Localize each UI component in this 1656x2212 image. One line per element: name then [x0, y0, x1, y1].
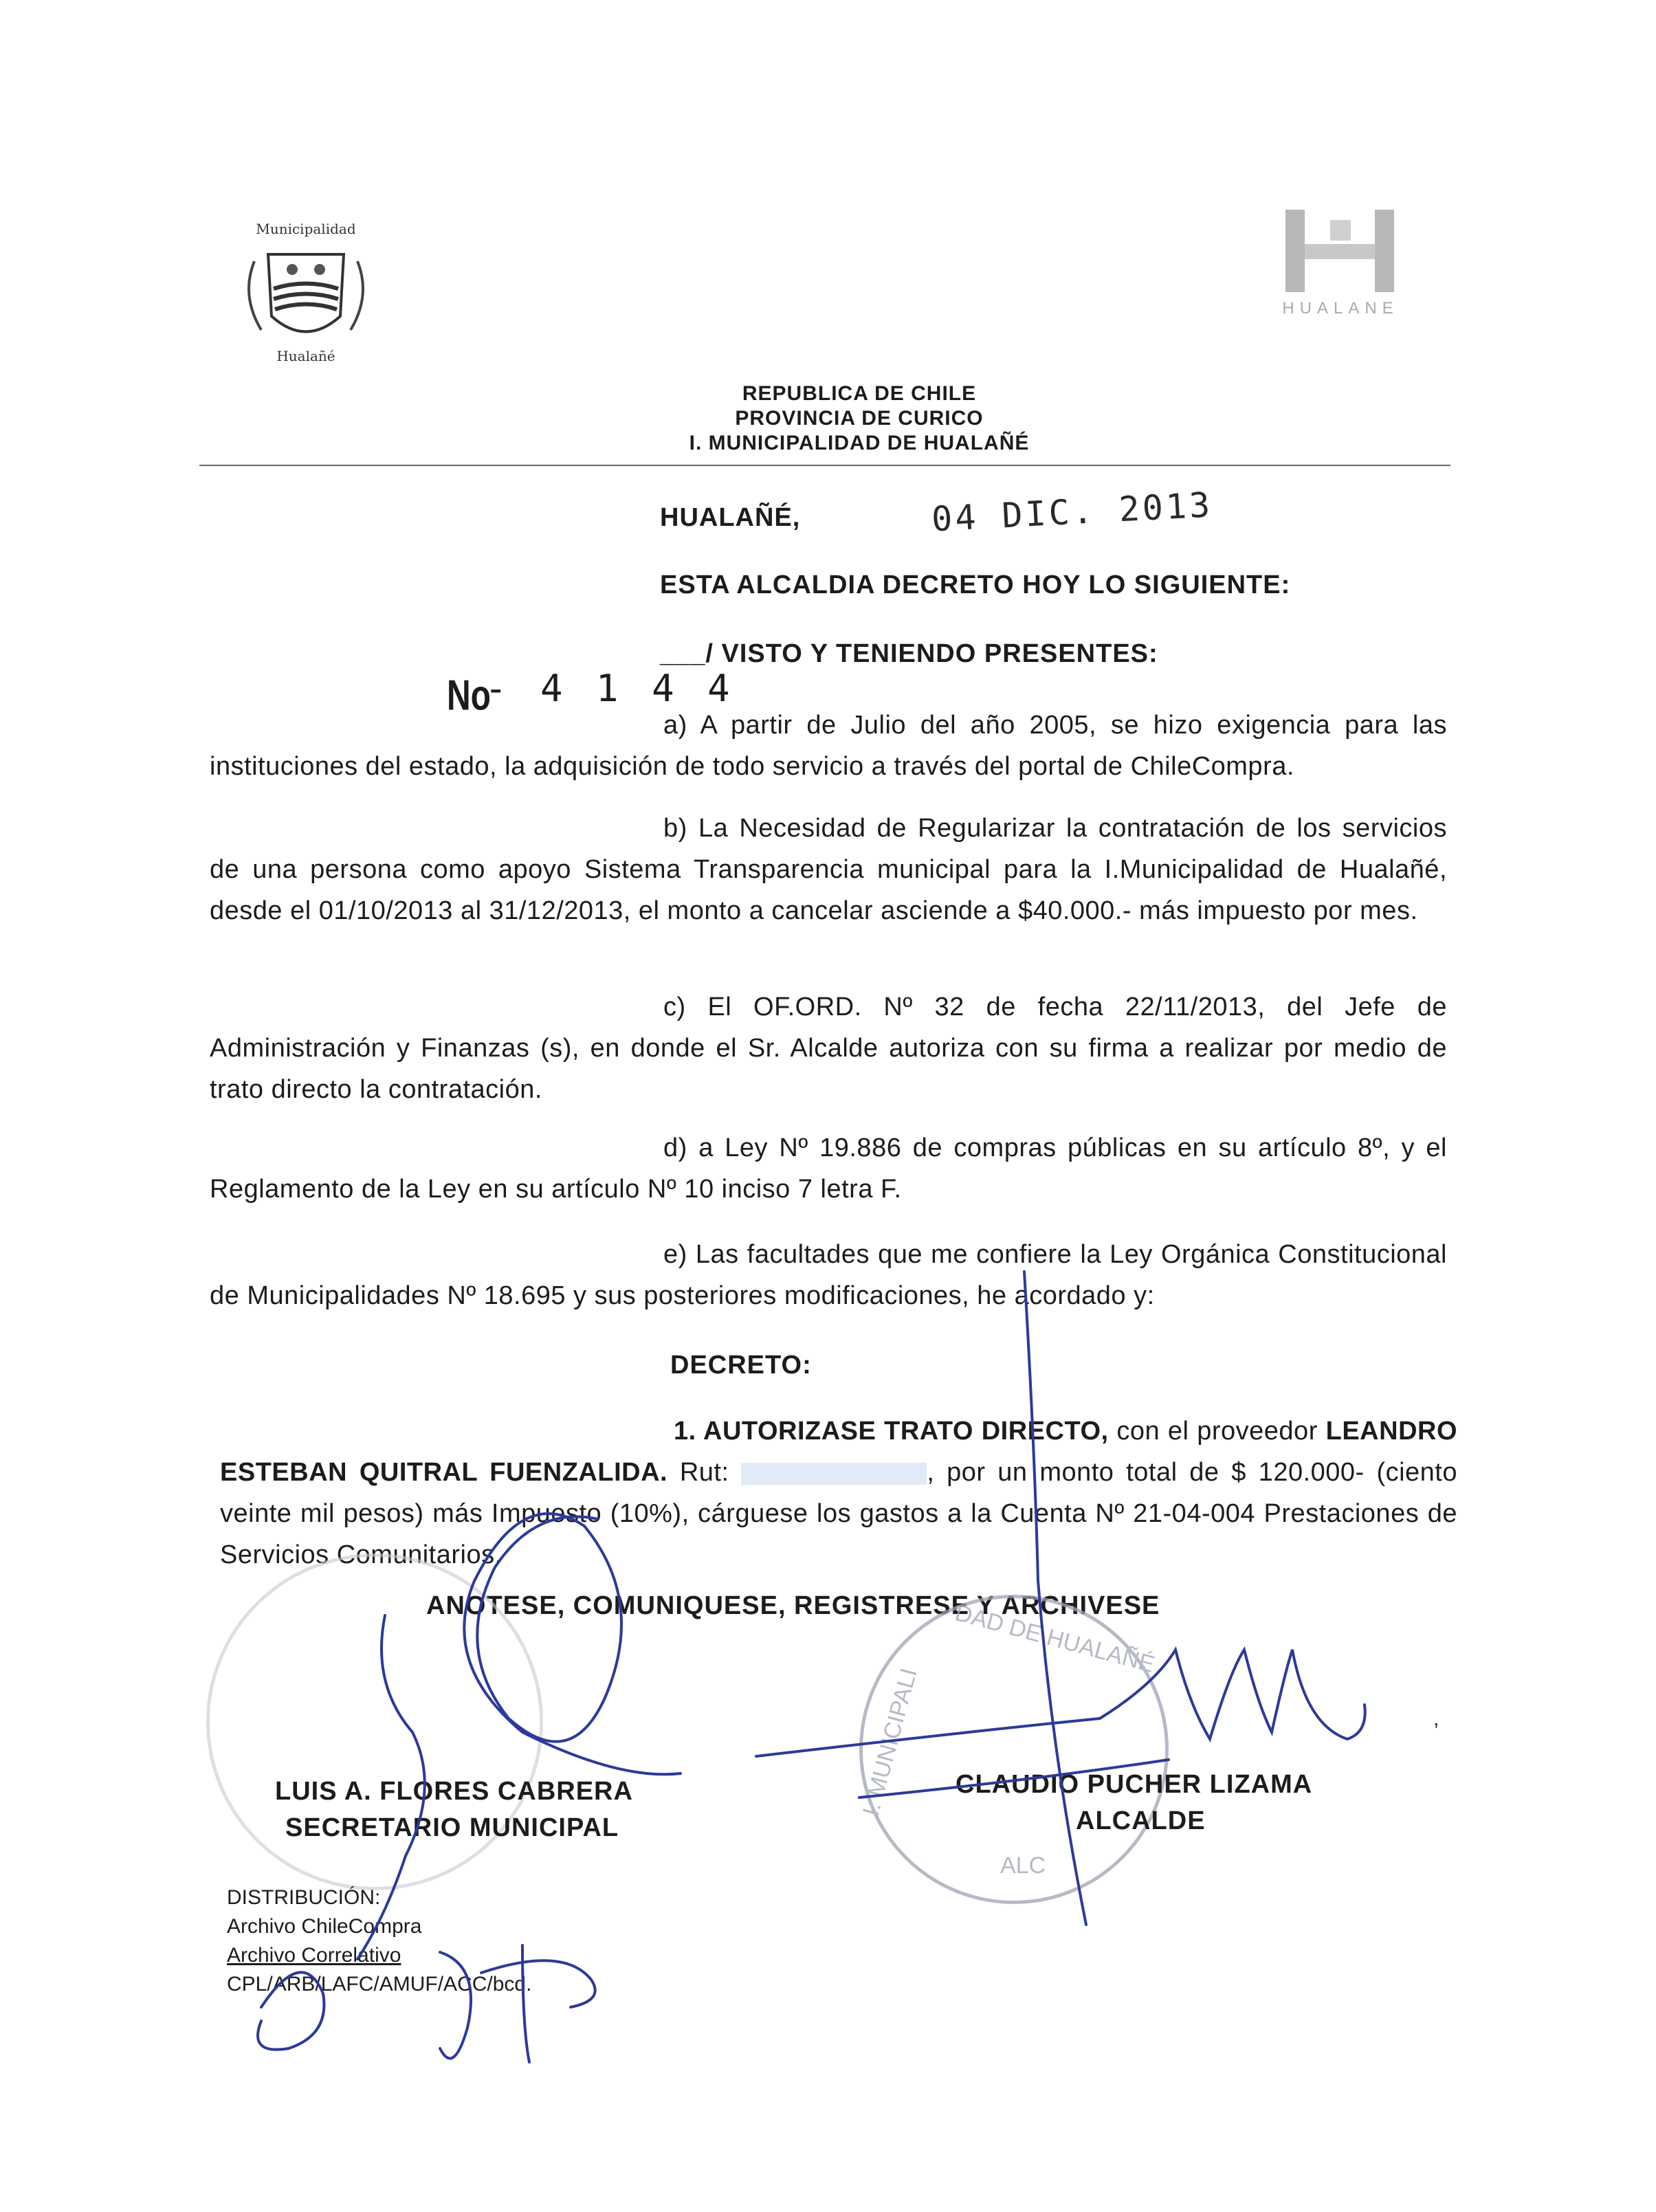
paragraph-e-text: e) Las facultades que me confiere la Ley Orgánica Constitucional de Municipalidades Nº 18.695 y sus posteriores modificaciones, he acordado y:: [210, 1240, 1447, 1310]
item1-bold-b: LEANDRO ESTEBAN QUITRAL FUENZALIDA.: [220, 1417, 1458, 1487]
distribution-title: DISTRIBUCIÓN:: [227, 1886, 381, 1909]
stamp-right-bottom-text: ALC: [1000, 1852, 1046, 1879]
decreto-title: DECRETO:: [670, 1351, 812, 1380]
paragraph-a-text: a) A partir de Julio del año 2005, se hizo exigencia para las instituciones del estado, la adquisición de todo servicio a través del portal de ChileCompra.: [210, 711, 1447, 781]
initials-scribble: [258, 1945, 595, 2062]
closing-line: ANOTESE, COMUNIQUESE, REGISTRESE Y ARCHIVESE: [426, 1591, 1160, 1620]
header-country: REPUBLICA DE CHILE: [742, 382, 977, 405]
svg-text:,: ,: [1433, 1707, 1439, 1730]
paragraph-d-text: d) a Ley Nº 19.886 de compras públicas en su artículo 8º, y el Reglamento de la Ley en su artículo Nº 10 inciso 7 letra F.: [210, 1133, 1447, 1204]
decree-number-label: No: [447, 672, 491, 720]
paragraph-b-text: b) La Necesidad de Regularizar la contratación de los servicios de una persona como apoyo Sistema Transparencia municipal para la I.Municipalidad de Hualañé, desde el 01/10/2013 al 31/12/2013, el monto a cancelar asciende a $40.000.- más impuesto por mes.: [210, 814, 1447, 925]
visto-heading: / VISTO Y TENIENDO PRESENTES:: [705, 639, 1158, 668]
crest-top-text: Municipalidad: [256, 221, 356, 237]
header-province: PROVINCIA DE CURICO: [735, 407, 984, 430]
decree-intro: ESTA ALCALDIA DECRETO HOY LO SIGUIENTE:: [660, 571, 1291, 599]
visto-blank: ___: [660, 639, 706, 668]
item1-text-a: con el proveedor: [1116, 1417, 1318, 1446]
right-signatory-title: ALCALDE: [1076, 1806, 1206, 1835]
distribution-line-3: CPL/ARB/LAFC/AMUF/ACC/bcd.: [227, 1973, 532, 1995]
item1-rut-label: Rut:: [679, 1458, 729, 1487]
right-signature-underline: [859, 1760, 1169, 1798]
left-signatory-title: SECRETARIO MUNICIPAL: [285, 1813, 619, 1842]
distribution-line-2: Archivo Correlativo: [227, 1944, 401, 1967]
item1-text-b: , por un monto total de $ 120.000- (ciento veinte mil pesos) más Impuesto (10%), cárguese los gastos a la Cuenta Nº 21-04-004 Prestaciones de Servicios Comunitarios.: [220, 1458, 1458, 1569]
left-signature-tail: [357, 1615, 425, 1959]
distribution-line-1: Archivo ChileCompra: [227, 1915, 422, 1938]
stamp-right-left-text: I. MUNICIPALI: [857, 1666, 923, 1819]
crest-bottom-text: Hualañé: [276, 348, 335, 364]
hualane-logo-text: HUALANE: [1282, 299, 1399, 318]
right-signatory-name: CLAUDIO PUCHER LIZAMA: [956, 1770, 1313, 1799]
left-signature-loop: [464, 1514, 681, 1774]
place-name: HUALAÑÉ,: [660, 503, 801, 532]
header-municipality: I. MUNICIPALIDAD DE HUALAÑÉ: [689, 432, 1030, 454]
right-signature-stroke: [1024, 1272, 1086, 1925]
stamp-right-top-text: DAD DE HUALAÑÉ: [952, 1600, 1158, 1679]
left-signatory-name: LUIS A. FLORES CABRERA: [275, 1777, 633, 1806]
paragraph-c-text: c) El OF.ORD. Nº 32 de fecha 22/11/2013, del Jefe de Administración y Finanzas (s), en donde el Sr. Alcalde autoriza con su firma a realizar por medio de trato directo la contratación.: [210, 993, 1447, 1104]
right-signature-main: [756, 1650, 1365, 1756]
item1-bold-a: 1. AUTORIZASE TRATO DIRECTO,: [674, 1417, 1109, 1446]
decree-number: - 4 1 4 4: [485, 667, 736, 710]
date-stamp: 04 DIC. 2013: [930, 485, 1214, 540]
